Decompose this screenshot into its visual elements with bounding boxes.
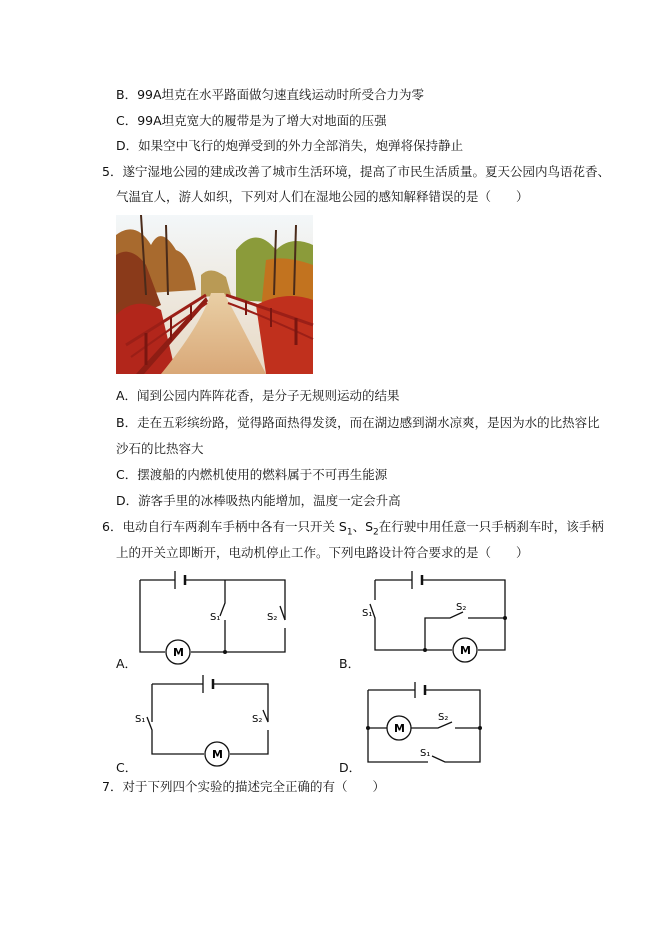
q6-stem-part-b: 在行驶中用任意一只手柄刹车时，该手柄	[378, 519, 604, 534]
circuit-diagram-c	[135, 672, 290, 772]
q5-option-a: A．闻到公园内阵阵花香，是分子无规则运动的结果	[116, 388, 400, 403]
motor-label: M	[173, 646, 184, 659]
s2-subscript: 2	[373, 527, 379, 538]
wetland-park-boardwalk-photo	[116, 215, 313, 374]
q5-option-c: C．摆渡船的内燃机使用的燃料属于不可再生能源	[116, 467, 388, 482]
q4-option-d: D．如果空中飞行的炮弹受到的外力全部消失，炮弹将保持静止	[116, 138, 464, 153]
s2-label: S₂	[252, 714, 263, 725]
motor-label: M	[212, 748, 223, 761]
motor-label: M	[460, 644, 471, 657]
q7-stem: 7．对于下列四个实验的描述完全正确的有（ ）	[102, 779, 385, 794]
circuit-diagram-b	[360, 568, 520, 668]
q4-option-b: B．99A坦克在水平路面做匀速直线运动时所受合力为零	[116, 87, 425, 102]
motor-label: M	[394, 722, 405, 735]
q5-stem-line1: 5．遂宁湿地公园的建成改善了城市生活环境，提高了市民生活质量。夏天公园内鸟语花香、	[102, 164, 610, 179]
q4-option-c: C．99A坦克宽大的履带是为了增大对地面的压强	[116, 113, 387, 128]
q6-stem-sep: 、S	[352, 519, 374, 534]
s2-label: S₂	[267, 612, 278, 623]
s1-label: S₁	[420, 748, 431, 759]
option-label-a: A．	[116, 656, 138, 671]
s1-label: S₁	[362, 608, 373, 619]
q5-option-d: D．游客手里的冰棒吸热内能增加，温度一定会升高	[116, 493, 401, 508]
q6-stem-line1	[102, 518, 604, 542]
circuit-diagram-a	[130, 568, 300, 668]
s1-label: S₁	[135, 714, 146, 725]
q5-option-b-line2: 沙石的比热容大	[116, 441, 204, 456]
q5-stem-line2: 气温宜人，游人如织，下列对人们在湿地公园的感知解释错误的是（ ）	[116, 189, 529, 204]
q6-stem-line2: 上的开关立即断开，电动机停止工作。下列电路设计符合要求的是（ ）	[116, 545, 529, 560]
q5-option-b-line1: B．走在五彩缤纷路，觉得路面热得发烫，而在湖边感到湖水凉爽，是因为水的比热容比	[116, 415, 600, 430]
option-label-b: B．	[339, 656, 361, 671]
option-label-d: D．	[339, 760, 362, 775]
s1-subscript: 1	[346, 527, 353, 538]
s1-label: S₁	[210, 612, 221, 623]
s2-label: S₂	[456, 602, 467, 613]
circuit-diagram-d	[360, 680, 520, 770]
option-label-c: C．	[116, 760, 138, 775]
q6-stem-part-a: 6．电动自行车两刹车手柄中各有一只开关 S	[102, 519, 347, 534]
s2-label: S₂	[438, 712, 449, 723]
